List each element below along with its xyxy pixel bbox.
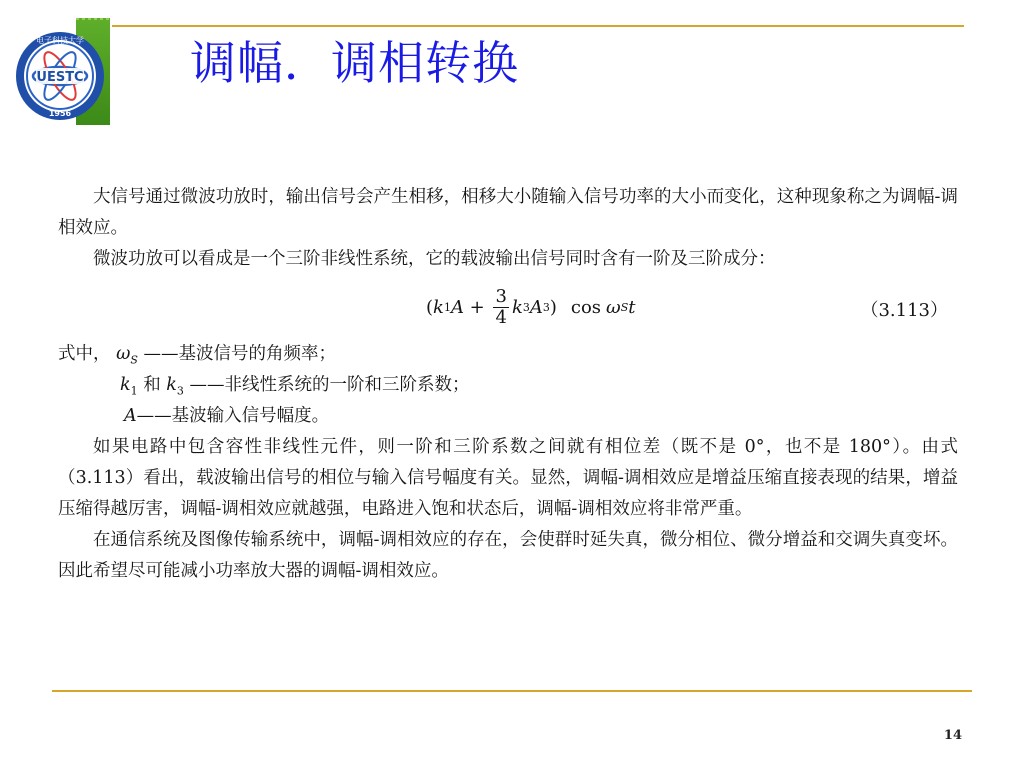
definition-amplitude	[58, 401, 958, 432]
paragraph-model: 微波功放可以看成是一个三阶非线性系统，它的载波输出信号同时含有一阶及三阶成分：	[93, 249, 776, 269]
definition-omega	[58, 339, 958, 370]
definition-k1-sub: 1	[130, 384, 138, 398]
eq-plus: +	[463, 297, 491, 318]
page-number: 14	[943, 728, 962, 743]
eq-k3: k	[511, 297, 523, 318]
equation-expression: ( k 1 A + $\frac{3}{4}$ k 3 A 3 ) cos ω S t	[426, 286, 636, 328]
definition-omega-text: ——基波信号的角频率；	[143, 344, 336, 364]
definition-k-text: ——非线性系统的一阶和三阶系数；	[189, 375, 470, 395]
eq-fraction-denominator: 4	[495, 307, 507, 328]
university-logo-icon	[14, 30, 106, 122]
eq-a: A	[450, 297, 464, 318]
eq-fraction	[493, 287, 508, 328]
definition-k1: k	[120, 375, 131, 395]
slide-body	[58, 182, 958, 587]
eq-omega: ω	[606, 297, 621, 318]
eq-close-paren: )	[549, 297, 557, 318]
eq-open-paren: (	[426, 297, 434, 318]
equation-3-113	[58, 279, 958, 337]
paragraph-conclusion: 在通信系统及图像传输系统中，调幅-调相效应的存在，会使群时延失真，微分相位、微分增益和交调失真变坏。因此希望尽可能减小功率放大器的调幅-调相效应。	[58, 530, 958, 581]
definition-k3-sub: 3	[176, 384, 184, 398]
eq-t: t	[628, 297, 636, 318]
definition-a-text: ——基波输入信号幅度。	[136, 406, 330, 426]
eq-k1: k	[433, 297, 444, 318]
footer-rule	[52, 690, 972, 692]
header-rule	[112, 25, 964, 27]
definition-k3: k	[166, 375, 177, 395]
paragraph-phase-difference: 如果电路中包含容性非线性元件，则一阶和三阶系数之间就有相位差（既不是 0°，也不是 180°）。由式（3.113）看出，载波输出信号的相位与输入信号幅度有关。显然，调幅-调相效应是增益压缩直接表现的结果，增益压缩得越厉害，调幅-调相效应就越强，电路进入饱和状态后，调幅-调相效应将非常严重。	[58, 437, 958, 519]
logo-year: 1956	[48, 109, 72, 118]
definition-omega-sub: S	[130, 353, 138, 367]
definition-lead: 式中，	[58, 344, 111, 364]
definition-and: 和	[143, 375, 161, 395]
equation-number: （3.113）	[860, 300, 948, 321]
logo-ring-text: 电子科技大学	[36, 36, 84, 45]
eq-cos: cos	[570, 297, 602, 318]
definition-omega-symbol: ω	[116, 344, 131, 364]
definition-k-coefficients	[58, 370, 958, 401]
logo-emblem-text: UESTC	[36, 70, 84, 85]
paragraph-intro: 大信号通过微波功放时，输出信号会产生相移，相移大小随输入信号功率的大小而变化，这种现象称之为调幅-调相效应。	[58, 187, 958, 238]
slide-title: 调幅．调相转换	[190, 36, 519, 90]
eq-fraction-numerator: 3	[495, 286, 507, 307]
definition-a-symbol: A	[124, 406, 137, 426]
eq-a-cubed: A	[529, 297, 543, 318]
